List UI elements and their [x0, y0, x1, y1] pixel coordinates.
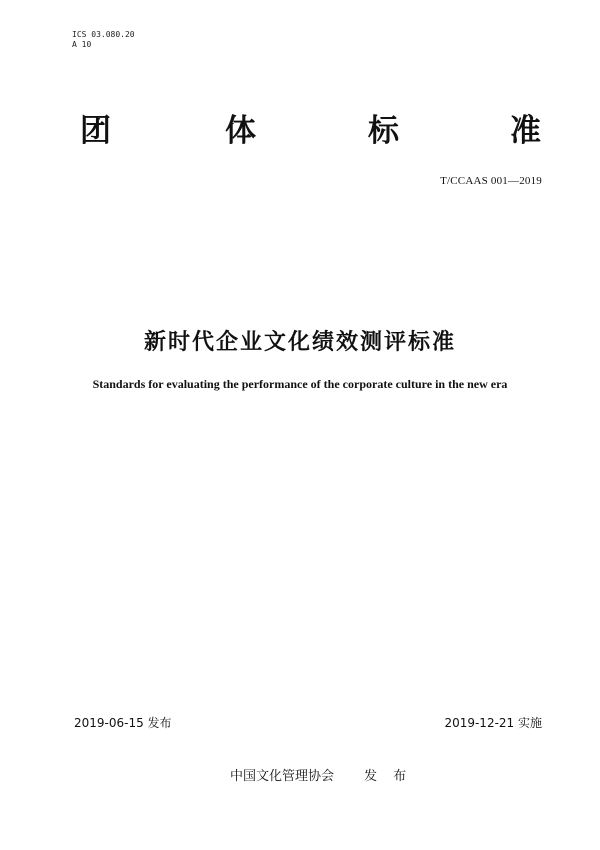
issuer-name: 中国文化管理协会: [230, 769, 335, 784]
implementation-date: 2019-12-21 实施: [444, 716, 542, 730]
standard-type-char: 体: [225, 113, 256, 149]
standard-type-char: 标: [368, 113, 399, 149]
standard-type-char: 准: [510, 113, 541, 149]
publish-date: 2019-06-15 发布: [74, 716, 172, 730]
standard-number: T/CCAAS 001—2019: [440, 175, 542, 187]
ccs-code: A 10: [72, 40, 92, 49]
document-title-chinese: 新时代企业文化绩效测评标准: [143, 330, 456, 355]
ics-code: ICS 03.080.20: [72, 30, 135, 39]
issuer-action: 发 布: [364, 769, 413, 784]
issuer-line: [230, 765, 412, 784]
document-title-english: Standards for evaluating the performance of the corporate culture in the new era: [92, 377, 508, 391]
standard-type-char: 团: [80, 113, 111, 149]
